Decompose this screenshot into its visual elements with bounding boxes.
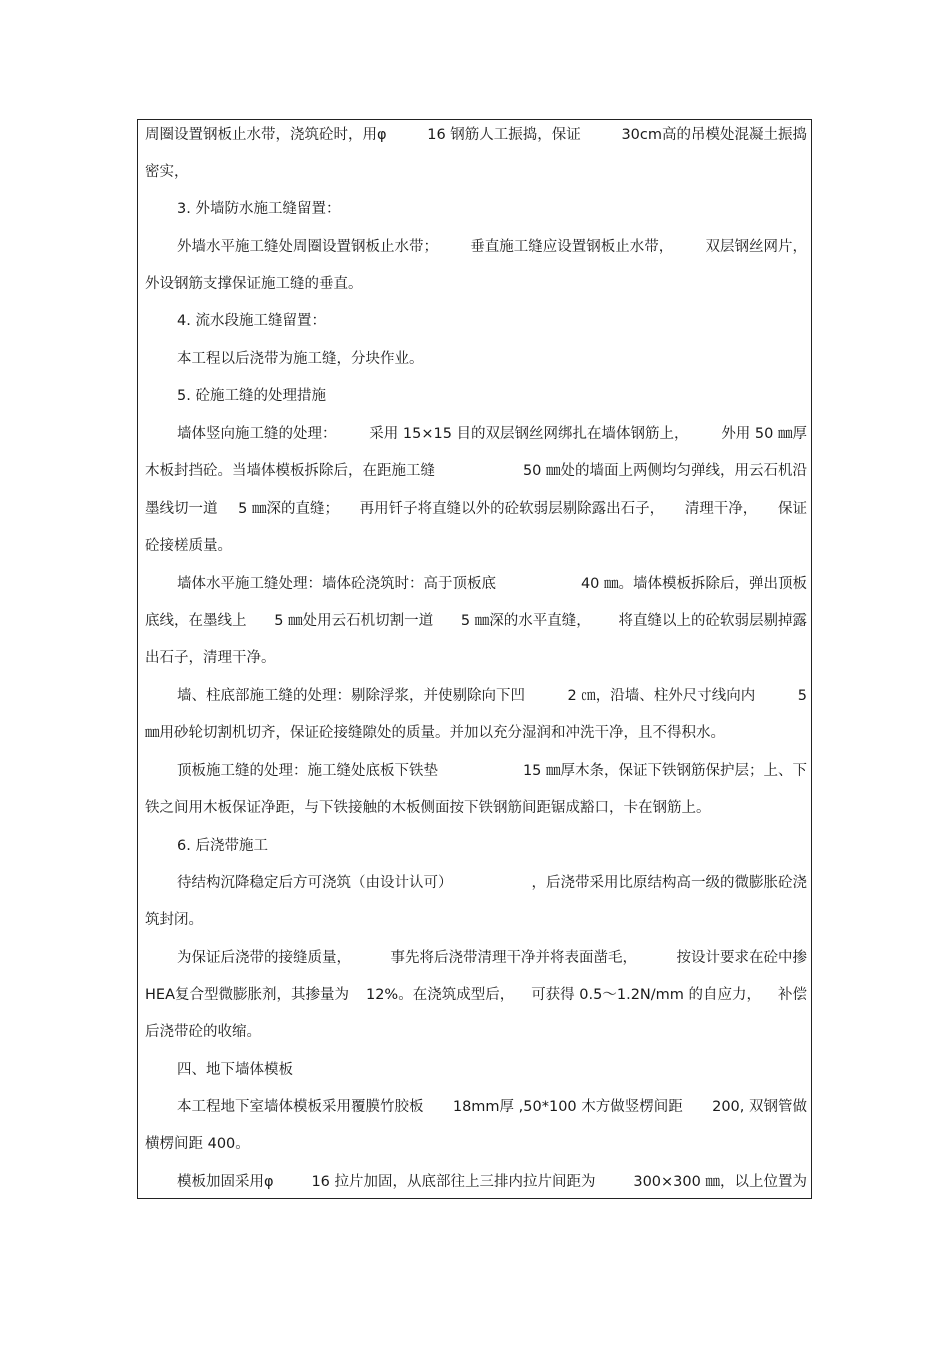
text-line: [177, 386, 807, 406]
text-segment: 300×300 ㎜，以上位置为: [633, 1174, 807, 1190]
text-segment: 出石子，清理干净。: [145, 650, 276, 666]
text-segment: 墨线切一道: [145, 501, 218, 517]
text-segment: 后浇带砼的收缩。: [145, 1024, 261, 1040]
text-segment: 按设计要求在砼中掺: [676, 950, 807, 966]
text-line: [145, 723, 807, 743]
text-segment: 再用钎子将直缝以外的砼软弱层剔除露出石子，: [359, 501, 665, 517]
text-line: [177, 199, 807, 219]
text-segment: 底线，在墨线上: [145, 613, 247, 629]
text-segment: 横楞间距 400。: [145, 1136, 250, 1152]
text-segment: 50 ㎜处的墙面上两侧均匀弹线，用云石机沿: [522, 463, 807, 479]
text-line: [145, 611, 807, 631]
text-line: [177, 686, 807, 706]
text-line: [177, 574, 807, 594]
text-segment: 墙体竖向施工缝的处理：: [177, 426, 337, 442]
text-segment: 5: [797, 688, 807, 704]
text-line: [145, 648, 807, 668]
text-segment: 本工程地下室墙体模板采用覆膜竹胶板: [177, 1099, 424, 1115]
text-segment: 周圈设置钢板止水带，浇筑砼时，用φ: [145, 127, 387, 143]
text-segment: 5 ㎜深的直缝；: [238, 501, 339, 517]
text-segment: 模板加固采用φ: [177, 1174, 274, 1190]
text-line: [145, 536, 807, 556]
text-segment: 6. 后浇带施工: [177, 838, 268, 854]
text-line: [145, 274, 807, 294]
text-line: [177, 1097, 807, 1117]
text-line: [145, 125, 807, 145]
text-line: [145, 461, 807, 481]
text-segment: 铁之间用木板保证净距，与下铁接触的木板侧面按下铁钢筋间距锯成豁口，卡在钢筋上。: [145, 800, 711, 816]
text-segment: 本工程以后浇带为施工缝，分块作业。: [177, 351, 424, 367]
text-segment: 5 ㎜处用云石机切割一道: [274, 613, 434, 629]
text-segment: 待结构沉降稳定后方可浇筑（由设计认可）: [177, 875, 453, 891]
text-segment: 16 钢筋人工振捣，保证: [427, 127, 581, 143]
text-segment: 16 拉片加固，从底部往上三排内拉片间距为: [311, 1174, 596, 1190]
text-segment: ，后浇带采用比原结构高一级的微膨胀砼浇: [531, 875, 807, 891]
text-line: [177, 237, 807, 257]
text-segment: HEA复合型微膨胀剂，其掺量为: [145, 987, 349, 1003]
text-segment: 5 ㎜深的水平直缝，: [460, 613, 591, 629]
text-line: [177, 1172, 807, 1192]
text-line: [177, 349, 807, 369]
text-line: [145, 162, 807, 182]
text-segment: 为保证后浇带的接缝质量，: [177, 950, 351, 966]
text-segment: 3. 外墙防水施工缝留置：: [177, 201, 341, 217]
text-segment: 40 ㎜。墙体模板拆除后，弹出顶板: [580, 576, 807, 592]
text-segment: ㎜用砂轮切割机切齐，保证砼接缝隙处的质量。并加以充分湿润和冲洗干净，且不得积水。: [145, 725, 725, 741]
text-segment: 密实，: [145, 164, 189, 180]
text-line: [145, 1134, 807, 1154]
text-segment: 保证: [777, 501, 807, 517]
text-line: [145, 798, 807, 818]
text-line: [177, 761, 807, 781]
text-line: [145, 910, 807, 930]
text-segment: 外设钢筋支撑保证施工缝的垂直。: [145, 276, 363, 292]
text-segment: 将直缝以上的砼软弱层剔掉露: [618, 613, 807, 629]
text-segment: 4. 流水段施工缝留置：: [177, 313, 326, 329]
text-segment: 30cm高的吊模处混凝土振捣: [621, 127, 807, 143]
text-segment: 事先将后浇带清理干净并将表面凿毛，: [390, 950, 637, 966]
text-segment: 四、地下墙体模板: [177, 1062, 293, 1078]
text-segment: 18mm厚 ,50*100 木方做竖楞间距: [452, 1099, 683, 1115]
text-line: [177, 948, 807, 968]
text-segment: 采用 15×15 目的双层钢丝网绑扎在墙体钢筋上，: [369, 426, 689, 442]
text-segment: 筑封闭。: [145, 912, 203, 928]
text-segment: 200, 双钢管做: [712, 1099, 807, 1115]
text-segment: 2 ㎝，沿墙、柱外尺寸线向内: [567, 688, 756, 704]
text-line: [177, 311, 807, 331]
text-segment: 清理干净，: [684, 501, 758, 517]
text-segment: 外用 50 ㎜厚: [721, 426, 807, 442]
text-segment: 砼接槎质量。: [145, 538, 232, 554]
text-segment: 双层钢丝网片，: [705, 239, 807, 255]
text-segment: 15 ㎜厚木条，保证下铁钢筋保护层；上、下: [522, 763, 807, 779]
text-segment: 顶板施工缝的处理：施工缝处底板下铁垫: [177, 763, 438, 779]
text-segment: 5. 砼施工缝的处理措施: [177, 388, 326, 404]
text-segment: 垂直施工缝应设置钢板止水带，: [470, 239, 674, 255]
text-line: [145, 1022, 807, 1042]
text-line: [177, 424, 807, 444]
text-line: [177, 836, 807, 856]
text-segment: 墙体水平施工缝处理：墙体砼浇筑时：高于顶板底: [177, 576, 496, 592]
text-segment: 墙、柱底部施工缝的处理：剔除浮浆，并使剔除向下凹: [177, 688, 525, 704]
text-segment: 木板封挡砼。当墙体模板拆除后，在距施工缝: [145, 463, 435, 479]
text-line: [177, 1060, 807, 1080]
text-segment: 12%。在浇筑成型后，: [365, 987, 515, 1003]
text-segment: 外墙水平施工缝处周圈设置钢板止水带；: [177, 239, 438, 255]
text-segment: 可获得 0.5～1.2N/mm 的自应力，: [531, 987, 762, 1003]
text-segment: 补偿: [778, 987, 807, 1003]
text-line: [145, 499, 807, 519]
text-line: [145, 985, 807, 1005]
text-line: [177, 873, 807, 893]
